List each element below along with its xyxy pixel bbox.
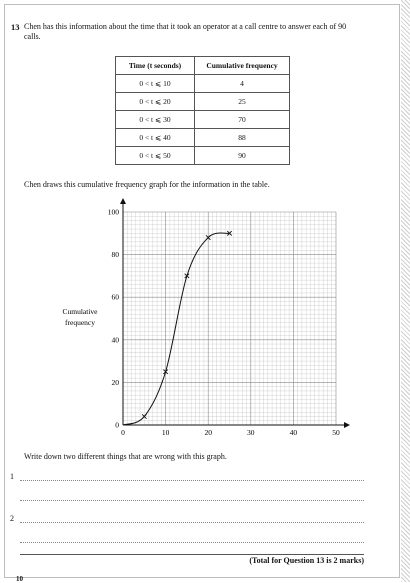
grid-minor-lines [123,212,336,425]
y-tick-label: 0 [115,420,119,430]
x-tick-label: 50 [332,428,340,437]
x-tick-label: 10 [161,428,170,437]
table-cell-time: 0 < t ⩽ 20 [116,93,195,111]
cumulative-frequency-curve [123,233,230,425]
axes [120,198,350,428]
answer-line-2[interactable] [20,522,364,523]
table-cell-frequency: 70 [195,111,290,129]
y-axis-label-line2: frequency [65,318,95,327]
y-tick-label: 40 [111,335,119,345]
table-header-frequency: Cumulative frequency [195,57,290,75]
table-cell-frequency: 25 [195,93,290,111]
page-number: 10 [16,575,23,583]
answer-number-1: 1 [10,472,14,481]
table-cell-time: 0 < t ⩽ 40 [116,129,195,147]
y-tick-label: 100 [107,207,119,217]
table-cell-frequency: 90 [195,147,290,165]
table-cell-time: 0 < t ⩽ 50 [116,147,195,165]
total-divider [20,554,364,555]
x-axis-arrow [344,422,350,428]
table-cell-time: 0 < t ⩽ 10 [116,75,195,93]
answer-number-2: 2 [10,514,14,523]
table-cell-frequency: 88 [195,129,290,147]
y-tick-label: 20 [111,377,119,387]
y-tick-label: 80 [111,250,119,260]
x-tick-label: 20 [204,428,212,437]
answer-line-1[interactable] [20,480,364,481]
y-axis-label-line1: Cumulative [62,307,98,316]
x-tick-label: 0 [121,428,125,437]
x-tick-label: 40 [289,428,298,437]
question-number: 13 [11,22,20,32]
question-text: Chen has this information about the time that it took an operator at a call centre to answer each of 90 calls. [24,22,347,41]
table-cell-frequency: 4 [195,75,290,93]
answer-line-1b[interactable] [20,500,364,501]
table-cell-time: 0 < t ⩽ 30 [116,111,195,129]
table-header-time: Time (t seconds) [116,57,195,75]
y-tick-label: 60 [111,292,119,302]
question-prompt: Write down two different things that are wrong with this graph. [24,452,227,461]
graph-intro-text: Chen draws this cumulative frequency graph for the information in the table. [24,180,270,189]
answer-line-2b[interactable] [20,542,364,543]
total-marks: (Total for Question 13 is 2 marks) [249,556,364,565]
y-axis-arrow [120,198,126,204]
x-tick-label: 30 [247,428,255,437]
